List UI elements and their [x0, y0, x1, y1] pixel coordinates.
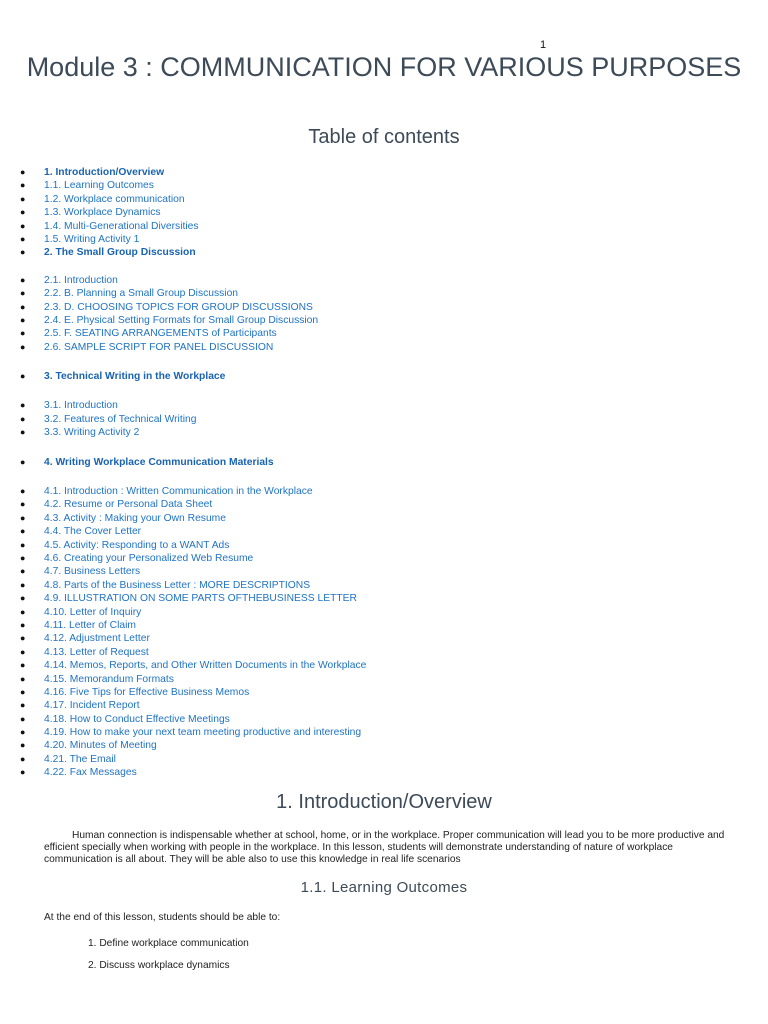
bullet-icon: ●: [20, 767, 26, 778]
bullet-icon: ●: [20, 753, 26, 764]
toc-item[interactable]: ● 4.1. Introduction : Written Communication in the Workplace: [20, 486, 313, 498]
toc-item[interactable]: ● 4. Writing Workplace Communication Materials: [20, 456, 274, 468]
bullet-icon: ●: [20, 633, 26, 644]
bullet-icon: ●: [20, 456, 26, 467]
bullet-icon: ●: [20, 341, 26, 352]
toc-item[interactable]: ● 3. Technical Writing in the Workplace: [20, 371, 226, 383]
bullet-icon: ●: [20, 274, 26, 285]
toc-item[interactable]: ● 4.3. Activity : Making your Own Resume: [20, 512, 226, 524]
list-item: 2. Discuss workplace dynamics: [88, 960, 230, 971]
bullet-icon: ●: [20, 727, 26, 738]
toc-item[interactable]: ● 1. Introduction/Overview: [20, 167, 165, 178]
sub-heading: 1.1. Learning Outcomes: [300, 879, 468, 896]
bullet-icon: ●: [20, 700, 26, 711]
toc-item[interactable]: ● 3.1. Introduction: [20, 400, 118, 412]
toc-spacer: [0, 260, 768, 274]
bullet-icon: ●: [20, 328, 26, 339]
toc-item[interactable]: ● 4.21. The Email: [20, 753, 116, 765]
bullet-icon: ●: [20, 288, 26, 299]
page-number: 1: [540, 39, 547, 51]
toc-item[interactable]: ● 2. The Small Group Discussion: [20, 247, 196, 259]
list-item: 1. Define workplace communication: [88, 938, 249, 949]
outcomes-lead: At the end of this lesson, students should be able to:: [44, 912, 281, 923]
bullet-icon: ●: [20, 314, 26, 325]
toc-spacer: [0, 469, 768, 485]
bullet-icon: ●: [20, 499, 26, 510]
toc-spacer: [0, 383, 768, 399]
toc-item[interactable]: ● 3.3. Writing Activity 2: [20, 427, 140, 439]
bullet-icon: ●: [20, 193, 26, 204]
bullet-icon: ●: [20, 526, 26, 537]
toc-item[interactable]: ● 4.4. The Cover Letter: [20, 526, 142, 538]
bullet-icon: ●: [20, 247, 26, 258]
bullet-icon: ●: [20, 660, 26, 671]
outcomes-list: [88, 938, 249, 982]
toc-item[interactable]: ● 4.11. Letter of Claim: [20, 619, 136, 631]
toc-item[interactable]: ● 4.8. Parts of the Business Letter : MORE DESCRIPTIONS: [20, 579, 311, 591]
toc-item[interactable]: ● 1.3. Workplace Dynamics: [20, 207, 161, 219]
toc-item[interactable]: ● 1.5. Writing Activity 1: [20, 233, 140, 245]
toc-title: Table of contents: [308, 126, 460, 148]
bullet-icon: ●: [20, 486, 26, 497]
toc-item[interactable]: ● 1.1. Learning Outcomes: [20, 180, 154, 192]
toc-spacer: [0, 354, 768, 370]
bullet-icon: ●: [20, 512, 26, 523]
bullet-icon: ●: [20, 220, 26, 231]
toc-item[interactable]: ● 4.7. Business Letters: [20, 566, 141, 578]
toc-item[interactable]: ● 4.5. Activity: Responding to a WANT Ads: [20, 539, 230, 551]
bullet-icon: ●: [20, 371, 26, 382]
bullet-icon: ●: [20, 713, 26, 724]
bullet-icon: ●: [20, 646, 26, 657]
module-title: Module 3 : COMMUNICATION FOR VARIOUS PURPOSES: [26, 52, 742, 82]
toc-item[interactable]: ● 2.3. D. CHOOSING TOPICS FOR GROUP DISCUSSIONS: [20, 301, 313, 313]
bullet-icon: ●: [20, 427, 26, 438]
toc-item[interactable]: ● 4.2. Resume or Personal Data Sheet: [20, 499, 213, 511]
toc-item[interactable]: ● 1.2. Workplace communication: [20, 193, 185, 205]
toc-item[interactable]: ● 4.17. Incident Report: [20, 700, 140, 712]
bullet-icon: ●: [20, 180, 26, 191]
bullet-icon: ●: [20, 233, 26, 244]
bullet-icon: ●: [20, 167, 26, 177]
bullet-icon: ●: [20, 566, 26, 577]
toc-item[interactable]: ● 4.12. Adjustment Letter: [20, 633, 150, 645]
toc-item[interactable]: ● 4.22. Fax Messages: [20, 767, 137, 779]
toc-item[interactable]: ● 2.6. SAMPLE SCRIPT FOR PANEL DISCUSSION: [20, 341, 274, 353]
toc-item[interactable]: ● 2.4. E. Physical Setting Formats for Small Group Discussion: [20, 314, 319, 326]
toc-item[interactable]: ● 4.10. Letter of Inquiry: [20, 606, 142, 618]
bullet-icon: ●: [20, 673, 26, 684]
intro-paragraph: Human connection is indispensable whether at school, home, or in the workplace. Proper communication will lead you to be more productive and efficient specially when working with people in the workplace. In this lesson, students will demonstrate understanding of nature of workplace communication is all about. They will be able also to use this knowledge in real life scenarios: [44, 830, 725, 865]
toc-item[interactable]: ● 2.1. Introduction: [20, 274, 118, 286]
toc-item[interactable]: ● 4.15. Memorandum Formats: [20, 673, 174, 685]
toc-item[interactable]: ● 4.14. Memos, Reports, and Other Written Documents in the Workplace: [20, 660, 367, 672]
bullet-icon: ●: [20, 400, 26, 411]
bullet-icon: ●: [20, 539, 26, 550]
toc-item[interactable]: ● 4.18. How to Conduct Effective Meetings: [20, 713, 230, 725]
bullet-icon: ●: [20, 593, 26, 604]
toc-spacer: [0, 440, 768, 456]
toc-item[interactable]: ● 4.13. Letter of Request: [20, 646, 149, 658]
toc-item[interactable]: ● 1.4. Multi-Generational Diversities: [20, 220, 199, 232]
table-of-contents: [0, 166, 768, 780]
toc-item[interactable]: ● 2.5. F. SEATING ARRANGEMENTS of Participants: [20, 328, 277, 340]
bullet-icon: ●: [20, 301, 26, 312]
bullet-icon: ●: [20, 413, 26, 424]
bullet-icon: ●: [20, 606, 26, 617]
bullet-icon: ●: [20, 619, 26, 630]
toc-item[interactable]: ● 4.20. Minutes of Meeting: [20, 740, 157, 752]
bullet-icon: ●: [20, 740, 26, 751]
bullet-icon: ●: [20, 686, 26, 697]
toc-item[interactable]: ● 4.9. ILLUSTRATION ON SOME PARTS OFTHEBUSINESS LETTER: [20, 593, 357, 605]
toc-item[interactable]: ● 4.16. Five Tips for Effective Business Memos: [20, 686, 250, 698]
bullet-icon: ●: [20, 579, 26, 590]
section-heading: 1. Introduction/Overview: [276, 791, 492, 813]
bullet-icon: ●: [20, 552, 26, 563]
toc-item[interactable]: ● 3.2. Features of Technical Writing: [20, 413, 197, 425]
toc-item[interactable]: ● 4.19. How to make your next team meeting productive and interesting: [20, 727, 362, 739]
toc-item[interactable]: ● 2.2. B. Planning a Small Group Discussion: [20, 288, 239, 300]
bullet-icon: ●: [20, 207, 26, 218]
toc-item[interactable]: ● 4.6. Creating your Personalized Web Resume: [20, 552, 254, 564]
